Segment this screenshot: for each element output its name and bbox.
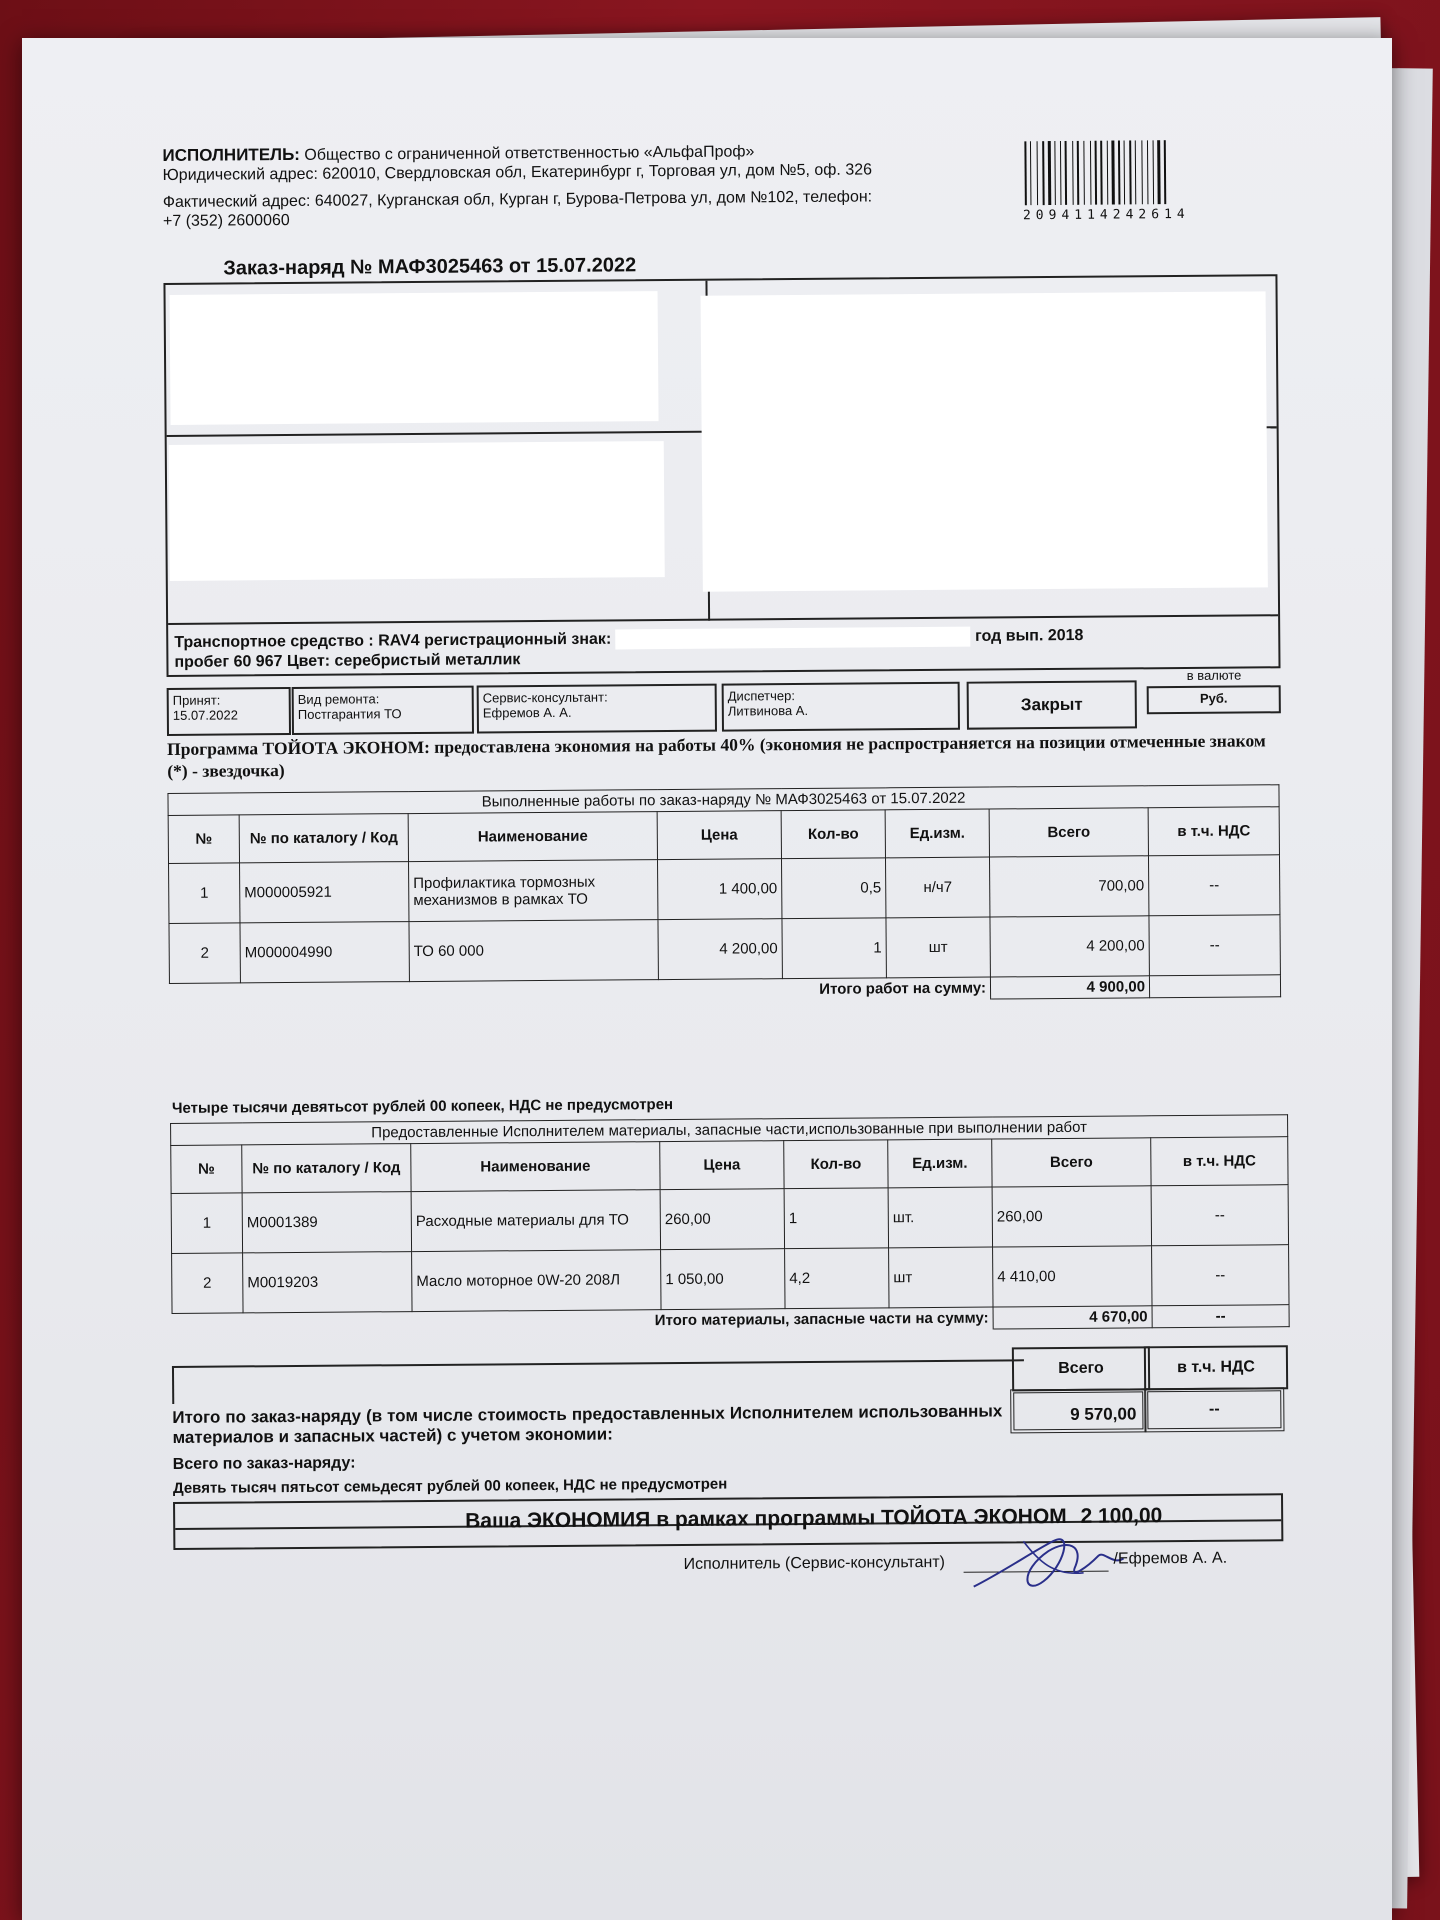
grand-all-label: Всего по заказ-наряду: <box>172 1454 356 1473</box>
works-total-label: Итого работ на сумму: <box>169 977 990 1005</box>
barcode-bar <box>1129 140 1132 204</box>
works-total-value: 4 900,00 <box>990 976 1149 999</box>
dispatcher-name: Литвинова А. <box>727 702 809 719</box>
redacted-contacts <box>701 291 1268 591</box>
customer-box <box>163 274 1280 677</box>
barcode-bar <box>1164 140 1167 204</box>
barcode-bar <box>1118 140 1121 204</box>
barcode-bar <box>1060 141 1062 205</box>
barcode-bar <box>1072 141 1074 205</box>
legal-address: Юридический адрес: 620010, Свердловская обл, Екатеринбург г, Торговая ул, дом №5, оф. 326 <box>162 161 873 184</box>
redacted-payer <box>169 441 665 581</box>
materials-total-vat: -- <box>1152 1305 1289 1328</box>
redacted-customer <box>170 291 659 425</box>
barcode-bar <box>1065 141 1068 205</box>
table-row: 1 M0001389 Расходные материалы для ТО 260,00 1 шт. 260,00 -- <box>171 1185 1288 1254</box>
repair-type-cell: Вид ремонта: Постгарантия ТО <box>292 686 474 735</box>
barcode-bar <box>1077 141 1080 205</box>
table-row: 2 M000004990 ТО 60 000 4 200,00 1 шт 4 200,00 -- <box>169 915 1280 984</box>
barcode <box>1022 140 1223 232</box>
grand-col-total: Всего <box>1012 1346 1150 1391</box>
barcode-bar <box>1153 140 1155 204</box>
barcode-bar <box>1024 141 1027 205</box>
consultant-cell: Сервис-консультант: Ефремов А. А. <box>477 684 717 734</box>
table-row: 1 M000005921 Профилактика тормозных механизмов в рамках ТО 1 400,00 0,5 н/ч7 700,00 -- <box>169 855 1280 924</box>
materials-caption: Предоставленные Исполнителем материалы, запасные части,использованные при выполнении работ <box>171 1115 1288 1146</box>
vehicle-year: год вып. 2018 <box>975 627 1084 645</box>
grand-col-vat: в т.ч. НДС <box>1144 1345 1288 1390</box>
barcode-bars <box>1022 140 1223 208</box>
barcode-bar <box>1111 141 1115 205</box>
actual-address-1: Фактический адрес: 640027, Курганская обл, Курган г, Бурова-Петрова ул, дом №102, телефон: <box>162 188 873 211</box>
barcode-bar <box>1083 141 1085 205</box>
document-content <box>162 89 1312 1573</box>
grand-total-vat: -- <box>1144 1387 1284 1432</box>
barcode-number: 2094114242614 <box>1022 206 1190 224</box>
materials-table <box>170 1114 1290 1336</box>
materials-header-row: № № по каталогу / Код Наименование Цена Кол-во Ед.изм. Всего в т.ч. НДС <box>171 1137 1288 1194</box>
barcode-bar <box>1157 140 1161 204</box>
barcode-bar <box>1030 141 1032 205</box>
repair-type: Постгарантия ТО <box>297 706 402 722</box>
status-badge: Закрыт <box>967 680 1137 729</box>
grand-total-label: Итого по заказ-наряду (в том числе стоимость предоставленных Исполнителем использованных материалов и запасных частей) с учетом экономии: <box>172 1401 1003 1447</box>
executor-label: ИСПОЛНИТЕЛЬ: <box>162 144 301 165</box>
dispatcher-cell: Диспетчер: Литвинова А. <box>722 682 960 732</box>
materials-total-label: Итого материалы, запасные части на сумму: <box>172 1307 993 1335</box>
barcode-bar <box>1054 141 1056 205</box>
document-sheet <box>22 38 1392 1920</box>
grand-total-value: 9 570,00 <box>1010 1388 1146 1433</box>
barcode-bar <box>1095 141 1098 205</box>
signer-name: /Ефремов А. А. <box>1113 1549 1228 1568</box>
accepted-cell: Принят: 15.07.2022 <box>167 687 291 736</box>
currency-value: Руб. <box>1147 685 1281 714</box>
barcode-bar <box>1037 141 1039 205</box>
barcode-bar <box>1090 141 1092 205</box>
works-header-row: № № по каталогу / Код Наименование Цена Кол-во Ед.изм. Всего в т.ч. НДС <box>168 807 1279 864</box>
works-caption: Выполненные работы по заказ-наряду № МАФ3025463 от 15.07.2022 <box>168 785 1279 816</box>
signature-scribble <box>963 1510 1134 1601</box>
executor-name: Общество с ограниченной ответственностью «АльфаПроф» <box>304 143 755 164</box>
barcode-bar <box>1141 140 1143 204</box>
barcode-bar <box>1147 140 1149 204</box>
barcode-bar <box>1107 141 1109 205</box>
barcode-bar <box>1135 140 1137 204</box>
grand-total-words: Девять тысяч пятьсот семьдесят рублей 00 копеек, НДС не предусмотрен <box>172 1475 728 1497</box>
barcode-bar <box>1124 140 1126 204</box>
executor-header <box>162 140 963 231</box>
vehicle-line-1: Транспортное средство : RAV4 регистрационный знак: <box>174 630 612 652</box>
works-total-words: Четыре тысячи девятьсот рублей 00 копеек, НДС не предусмотрен <box>171 1096 674 1117</box>
consultant-name: Ефремов А. А. <box>482 704 572 721</box>
table-row: 2 M0019203 Масло моторное 0W-20 208Л 1 050,00 4,2 шт 4 410,00 -- <box>172 1245 1289 1314</box>
actual-address-2: +7 (352) 2600060 <box>162 212 290 230</box>
barcode-bar <box>1042 141 1045 205</box>
savings-label: Ваша ЭКОНОМИЯ в рамках программы ТОЙОТА ЭКОНОМ <box>465 1504 1067 1533</box>
barcode-bar <box>1100 141 1103 205</box>
barcode-bar <box>1048 141 1052 205</box>
signer-label: Исполнитель (Сервис-консультант) <box>683 1553 946 1573</box>
vehicle-line-2: пробег 60 967 Цвет: серебристый металлик <box>174 651 521 672</box>
savings-value: 2 100,00 <box>1080 1504 1163 1528</box>
accepted-date: 15.07.2022 <box>172 707 238 723</box>
order-title: Заказ-наряд № МАФ3025463 от 15.07.2022 <box>223 254 637 280</box>
materials-total-value: 4 670,00 <box>993 1306 1152 1329</box>
program-note: Программа ТОЙОТА ЭКОНОМ: предоставлена экономия на работы 40% (экономия не распространяется на позиции отмеченные знаком (*) - звездочка) <box>167 730 1266 781</box>
currency-label: в валюте <box>1186 667 1242 683</box>
redacted-plate <box>616 627 971 650</box>
works-table <box>167 784 1281 1006</box>
